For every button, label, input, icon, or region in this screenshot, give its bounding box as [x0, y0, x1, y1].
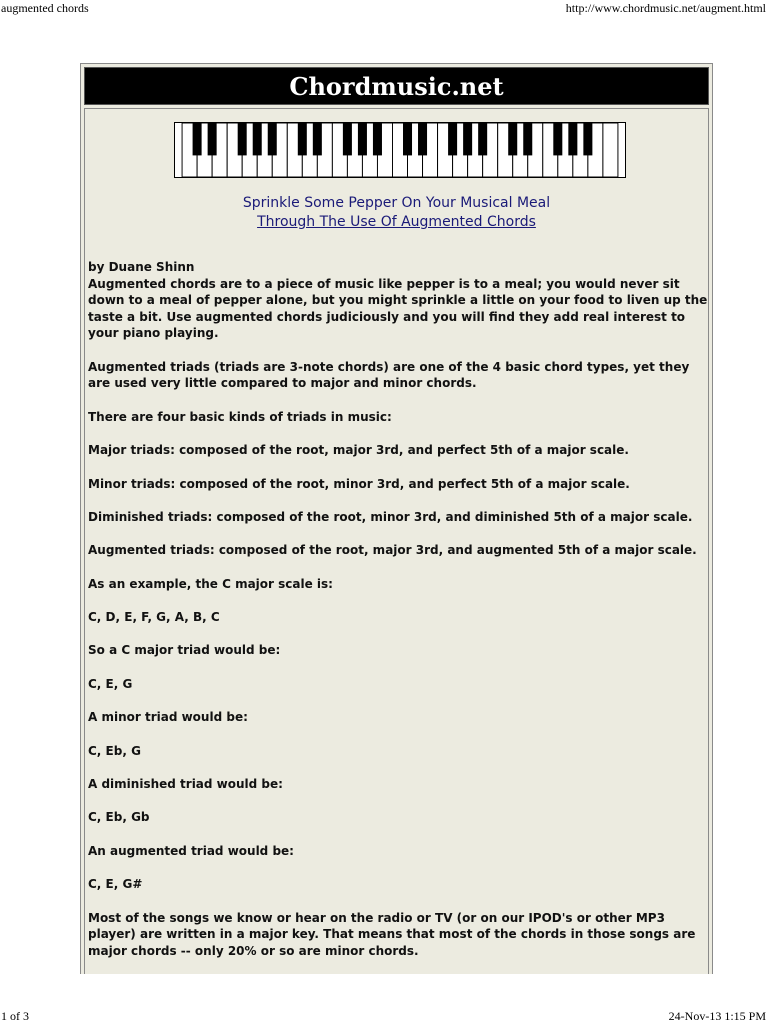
black-key: [253, 123, 262, 155]
page-frame: [80, 63, 713, 974]
black-key: [508, 123, 517, 155]
paragraph: Major triads: composed of the root, major 3rd, and perfect 5th of a major scale.: [88, 443, 629, 458]
black-key: [358, 123, 367, 155]
paragraph: Augmented triads: composed of the root, major 3rd, and augmented 5th of a major scale.: [88, 543, 697, 558]
article-body: [88, 259, 708, 974]
black-key: [208, 123, 217, 155]
paragraph: An augmented triad would be:: [88, 843, 294, 858]
paragraph: Most of the songs we know or hear on the radio or TV (or on our IPOD's or other MP3 player) are written in a major key. That means that most of the chords in those songs are major chords -- only 20% or so are minor chords.: [88, 910, 696, 958]
paragraph: As an example, the C major scale is:: [88, 576, 333, 591]
headline-line-1: Sprinkle Some Pepper On Your Musical Meal: [242, 195, 551, 211]
black-key: [403, 123, 412, 155]
paragraph: A minor triad would be:: [88, 710, 248, 725]
paragraph: C, E, G: [88, 676, 133, 691]
paragraph: C, D, E, F, G, A, B, C: [88, 610, 220, 625]
paragraph: C, Eb, G: [88, 743, 141, 758]
headline-line-2[interactable]: Through The Use Of Augmented Chords: [257, 214, 536, 230]
black-key: [523, 123, 532, 155]
black-key: [298, 123, 307, 155]
black-key: [448, 123, 457, 155]
black-key: [478, 123, 487, 155]
black-key: [238, 123, 247, 155]
black-key: [418, 123, 427, 155]
paragraph: C, E, G#: [88, 877, 143, 892]
print-footer-page-count: 1 of 3: [1, 1009, 29, 1023]
site-title[interactable]: Chordmusic.net: [289, 71, 504, 101]
black-key: [373, 123, 382, 155]
piano-keyboard-icon: [174, 122, 626, 178]
black-key: [583, 123, 592, 155]
content-area: [84, 108, 709, 974]
black-key: [313, 123, 322, 155]
article-headline: [85, 194, 708, 232]
paragraph: Augmented chords are to a piece of music like pepper is to a meal; you would never sit down to a meal of pepper alone, but you might sprinkle a little on your food to liven up the taste a bit. Use augmented chords judiciously and you will find they add real interest to your piano playing.: [88, 276, 708, 341]
print-header-title: augmented chords: [1, 1, 89, 15]
paragraph: C, Eb, Gb: [88, 810, 150, 825]
print-header-url: http://www.chordmusic.net/augment.html: [565, 1, 766, 15]
black-key: [553, 123, 562, 155]
site-title-bar: [84, 67, 709, 105]
paragraph: Augmented triads (triads are 3-note chords) are one of the 4 basic chord types, yet they are used very little compared to major and minor chords.: [88, 359, 690, 391]
white-key: [603, 123, 618, 177]
black-key: [463, 123, 472, 155]
paragraph: Minor triads: composed of the root, minor 3rd, and perfect 5th of a major scale.: [88, 476, 630, 491]
black-key: [268, 123, 277, 155]
print-footer-datetime: 24-Nov-13 1:15 PM: [668, 1009, 766, 1023]
byline: by Duane Shinn: [88, 260, 195, 274]
paragraph: Diminished triads: composed of the root, minor 3rd, and diminished 5th of a major scale.: [88, 509, 693, 524]
black-key: [568, 123, 577, 155]
paragraph: There are four basic kinds of triads in music:: [88, 409, 392, 424]
black-key: [193, 123, 202, 155]
paragraph: So a C major triad would be:: [88, 643, 281, 658]
paragraph: A diminished triad would be:: [88, 777, 283, 792]
black-key: [343, 123, 352, 155]
